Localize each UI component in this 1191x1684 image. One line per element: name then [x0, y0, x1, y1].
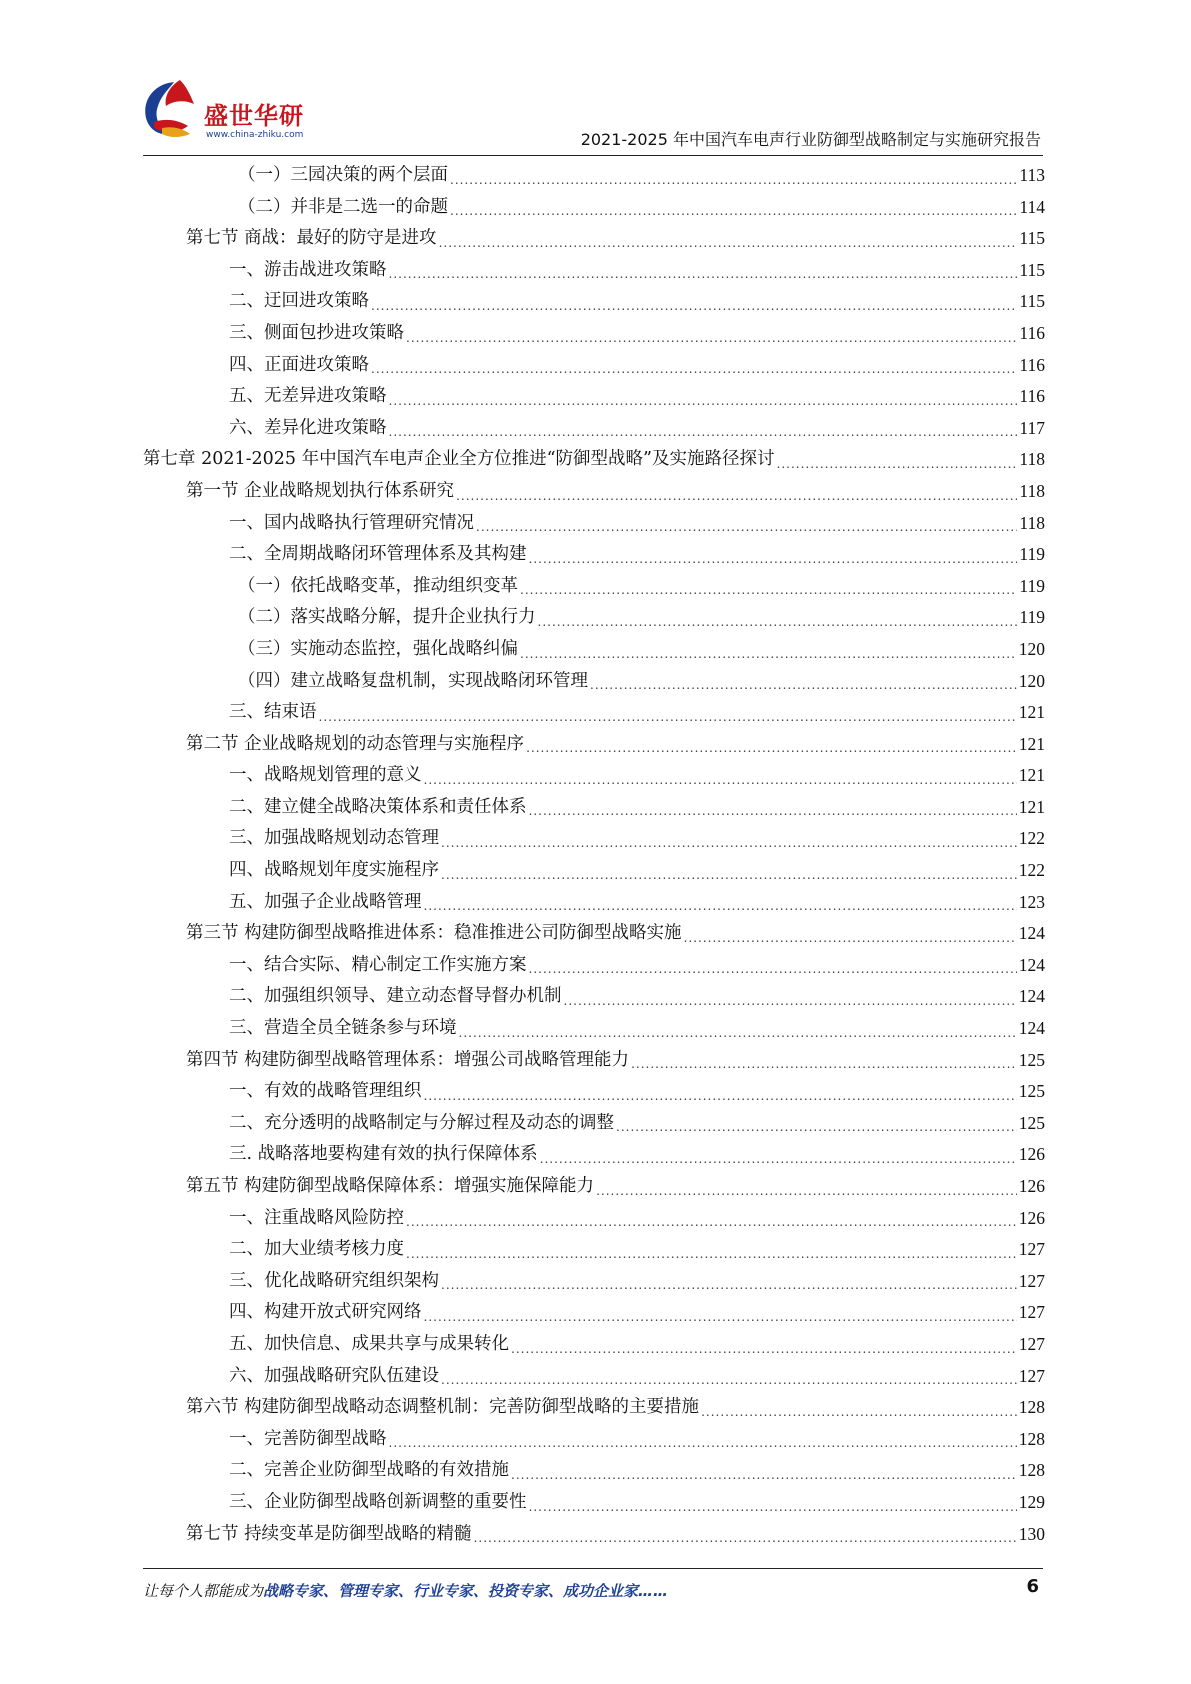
toc-dot-leader [424, 768, 1017, 792]
logo-url: www.china-zhiku.com [206, 130, 304, 140]
toc-entry-page: 118 [1019, 480, 1045, 501]
toc-entry-title: （四）建立战略复盘机制，实现战略闭环管理 [238, 670, 588, 691]
toc-entry[interactable] [143, 1076, 1045, 1108]
toc-entry-title: 第四节 构建防御型战略管理体系：增强公司战略管理能力 [186, 1049, 630, 1070]
toc-entry[interactable] [143, 508, 1045, 540]
toc-entry-title: 第七节 商战：最好的防守是进攻 [186, 228, 437, 249]
toc-entry-title: 五、加快信息、成果共享与成果转化 [229, 1333, 509, 1354]
toc-entry-title: 第七节 持续变革是防御型战略的精髓 [186, 1523, 472, 1544]
toc-entry[interactable] [143, 1329, 1045, 1361]
toc-entry-page: 122 [1018, 828, 1045, 849]
toc-dot-leader [526, 736, 1017, 760]
toc-entry-title: 一、结合实际、精心制定工作实施方案 [229, 954, 527, 975]
toc-entry-page: 120 [1018, 638, 1045, 659]
toc-entry-title: 四、构建开放式研究网络 [229, 1302, 422, 1323]
toc-entry[interactable] [143, 286, 1045, 318]
toc-entry-title: 一、游击战进攻策略 [229, 259, 387, 280]
toc-entry-title: 二、完善企业防御型战略的有效措施 [229, 1460, 509, 1481]
toc-entry-page: 123 [1018, 891, 1045, 912]
toc-entry-title: 六、差异化进攻策略 [229, 417, 387, 438]
toc-entry-title: 四、战略规划年度实施程序 [229, 860, 439, 881]
toc-entry-title: 第七章 2021-2025 年中国汽车电声企业全方位推进“防御型战略”及实施路径探讨 [143, 449, 775, 470]
report-title: 2021-2025 年中国汽车电声行业防御型战略制定与实施研究报告 [580, 130, 1041, 149]
toc-entry[interactable] [143, 1297, 1045, 1329]
toc-entry-page: 127 [1018, 1333, 1045, 1354]
toc-entry[interactable] [143, 1234, 1045, 1266]
toc-entry-page: 121 [1018, 796, 1045, 817]
footer-slogan-highlight: 战略专家、管理专家、行业专家、投资专家、成功企业家…… [263, 1582, 669, 1600]
toc-entry-page: 121 [1018, 733, 1045, 754]
toc-dot-leader [520, 642, 1017, 666]
toc-entry[interactable] [143, 413, 1045, 445]
toc-entry-title: 三、侧面包抄进攻策略 [229, 322, 404, 343]
toc-entry-page: 124 [1018, 1018, 1045, 1039]
toc-entry-page: 117 [1019, 417, 1045, 438]
toc-entry[interactable] [143, 602, 1045, 634]
toc-entry[interactable] [143, 666, 1045, 698]
toc-entry[interactable] [143, 981, 1045, 1013]
toc-entry-title: （二）并非是二选一的命题 [238, 196, 448, 217]
toc-dot-leader [424, 1305, 1017, 1329]
toc-entry-page: 127 [1018, 1270, 1045, 1291]
toc-dot-leader [701, 1400, 1017, 1424]
toc-dot-leader [529, 957, 1017, 981]
toc-entry[interactable] [143, 1487, 1045, 1519]
toc-entry-title: 四、正面进攻策略 [229, 354, 369, 375]
toc-dot-leader [389, 389, 1018, 413]
toc-dot-leader [476, 515, 1017, 539]
toc-entry-page: 124 [1018, 986, 1045, 1007]
toc-entry-page: 127 [1018, 1239, 1045, 1260]
logo-name: 盛世华研 [204, 102, 304, 130]
toc-entry-title: （一）三园决策的两个层面 [238, 165, 448, 185]
toc-entry[interactable] [143, 1171, 1045, 1203]
toc-entry-title: 第二节 企业战略规划的动态管理与实施程序 [186, 733, 525, 754]
toc-entry-page: 128 [1018, 1397, 1045, 1418]
footer-slogan [143, 1580, 668, 1601]
toc-entry-title: 第六节 构建防御型战略动态调整机制：完善防御型战略的主要措施 [186, 1397, 700, 1418]
toc-entry[interactable] [143, 1361, 1045, 1393]
toc-entry-title: 二、全周期战略闭环管理体系及其构建 [229, 544, 527, 565]
toc-entry-title: 三、加强战略规划动态管理 [229, 828, 439, 849]
toc-entry[interactable] [143, 1045, 1045, 1077]
toc-dot-leader [424, 1084, 1017, 1108]
toc-dot-leader [389, 1431, 1017, 1455]
toc-entry-page: 125 [1018, 1049, 1045, 1070]
toc-entry[interactable] [143, 1519, 1045, 1551]
toc-entry-title: 六、加强战略研究队伍建设 [229, 1365, 439, 1386]
toc-dot-leader [529, 799, 1017, 823]
logo-emblem-icon [140, 78, 204, 144]
toc-entry[interactable] [143, 571, 1045, 603]
toc-entry[interactable] [143, 381, 1045, 413]
page-number: 6 [1026, 1576, 1039, 1597]
toc-entry[interactable] [143, 1139, 1045, 1171]
toc-dot-leader [450, 168, 1017, 192]
toc-dot-leader [389, 262, 1018, 286]
toc-dot-leader [439, 231, 1018, 255]
toc-entry-page: 115 [1019, 291, 1045, 312]
toc-dot-leader [590, 673, 1017, 697]
toc-dot-leader [596, 1179, 1017, 1203]
toc-entry[interactable] [143, 697, 1045, 729]
toc-entry-page: 114 [1019, 196, 1045, 217]
toc-entry[interactable] [143, 192, 1045, 224]
toc-entry[interactable] [143, 223, 1045, 255]
toc-entry-page: 126 [1018, 1144, 1045, 1165]
toc-dot-leader [424, 894, 1017, 918]
toc-entry-title: （二）落实战略分解，提升企业执行力 [238, 607, 536, 628]
toc-dot-leader [441, 831, 1017, 855]
toc-dot-leader [520, 578, 1017, 602]
header-divider [143, 155, 1043, 156]
toc-entry-page: 116 [1019, 386, 1045, 407]
toc-dot-leader [450, 199, 1017, 223]
toc-dot-leader [529, 547, 1018, 571]
toc-entry-page: 126 [1018, 1207, 1045, 1228]
toc-dot-leader [406, 326, 1017, 350]
toc-entry-title: 第一节 企业战略规划执行体系研究 [186, 480, 455, 501]
toc-entry[interactable] [143, 1108, 1045, 1140]
toc-dot-leader [371, 294, 1017, 318]
toc-entry-page: 128 [1018, 1428, 1045, 1449]
toc-dot-leader [511, 1337, 1017, 1361]
toc-entry-title: 三、优化战略研究组织架构 [229, 1270, 439, 1291]
toc-entry-page: 119 [1019, 575, 1045, 596]
toc-entry-title: 二、充分透明的战略制定与分解过程及动态的调整 [229, 1112, 614, 1133]
toc-entry-title: 三. 战略落地要构建有效的执行保障体系 [229, 1144, 538, 1165]
toc-entry-title: 一、有效的战略管理组织 [229, 1081, 422, 1102]
toc-entry-page: 130 [1018, 1523, 1045, 1544]
toc-dot-leader [441, 863, 1017, 887]
toc-entry-page: 127 [1018, 1302, 1045, 1323]
toc-dot-leader [441, 1273, 1017, 1297]
toc-dot-leader [319, 705, 1017, 729]
toc-dot-leader [529, 1495, 1017, 1519]
toc-entry-page: 121 [1018, 702, 1045, 723]
toc-entry-title: 三、企业防御型战略创新调整的重要性 [229, 1491, 527, 1512]
toc-dot-leader [684, 926, 1017, 950]
toc-entry[interactable] [143, 1266, 1045, 1298]
toc-entry[interactable] [143, 729, 1045, 761]
toc-entry-title: 五、加强子企业战略管理 [229, 891, 422, 912]
toc-entry-title: 三、结束语 [229, 702, 317, 723]
toc-entry-title: 三、营造全员全链条参与环境 [229, 1018, 457, 1039]
toc-entry-page: 113 [1019, 165, 1045, 185]
footer-slogan-prefix: 让每个人都能成为 [143, 1582, 264, 1600]
toc-entry-page: 125 [1018, 1081, 1045, 1102]
toc-entry-title: 第五节 构建防御型战略保障体系：增强实施保障能力 [186, 1176, 595, 1196]
toc-entry[interactable] [143, 1013, 1045, 1045]
toc-entry-title: （三）实施动态监控，强化战略纠偏 [238, 638, 518, 659]
toc-entry[interactable] [143, 950, 1045, 982]
toc-dot-leader [389, 420, 1018, 444]
toc-entry-page: 119 [1019, 607, 1045, 628]
toc-entry[interactable] [143, 1203, 1045, 1235]
toc-entry[interactable] [143, 887, 1045, 919]
toc-entry-title: 第三节 构建防御型战略推进体系：稳准推进公司防御型战略实施 [186, 923, 682, 944]
toc-entry-page: 120 [1018, 670, 1045, 691]
table-of-contents [143, 160, 1045, 1550]
toc-entry-title: 一、完善防御型战略 [229, 1428, 387, 1449]
toc-dot-leader [441, 1368, 1017, 1392]
toc-entry[interactable] [143, 444, 1045, 476]
toc-entry[interactable] [143, 1424, 1045, 1456]
toc-entry-page: 118 [1019, 449, 1045, 470]
toc-entry[interactable] [143, 318, 1045, 350]
toc-entry-title: 五、无差异进攻策略 [229, 386, 387, 407]
toc-entry-page: 116 [1019, 354, 1045, 375]
toc-entry[interactable] [143, 823, 1045, 855]
toc-entry-page: 122 [1018, 860, 1045, 881]
toc-entry-page: 129 [1018, 1491, 1045, 1512]
toc-entry-page: 119 [1019, 544, 1045, 565]
toc-dot-leader [474, 1526, 1017, 1550]
toc-entry-title: 一、注重战略风险防控 [229, 1207, 404, 1228]
toc-entry-title: 二、迂回进攻策略 [229, 291, 369, 312]
toc-dot-leader [540, 1147, 1017, 1171]
toc-entry[interactable] [143, 1455, 1045, 1487]
toc-dot-leader [406, 1210, 1017, 1234]
toc-entry[interactable] [143, 1392, 1045, 1424]
toc-entry-title: 一、国内战略执行管理研究情况 [229, 512, 474, 533]
toc-entry-page: 116 [1019, 322, 1045, 343]
toc-entry[interactable] [143, 918, 1045, 950]
toc-entry-title: 二、加大业绩考核力度 [229, 1239, 404, 1260]
toc-entry-page: 125 [1018, 1112, 1045, 1133]
toc-dot-leader [564, 989, 1017, 1013]
toc-entry[interactable] [143, 476, 1045, 508]
toc-dot-leader [511, 1463, 1017, 1487]
toc-dot-leader [456, 484, 1017, 508]
toc-entry-page: 128 [1018, 1460, 1045, 1481]
company-logo [140, 78, 340, 148]
toc-entry-page: 127 [1018, 1365, 1045, 1386]
footer-divider [143, 1568, 1043, 1569]
toc-entry-title: （一）依托战略变革，推动组织变革 [238, 575, 518, 596]
toc-dot-leader [616, 1115, 1017, 1139]
toc-dot-leader [371, 357, 1017, 381]
toc-entry[interactable] [143, 634, 1045, 666]
toc-entry[interactable] [143, 760, 1045, 792]
toc-dot-leader [777, 452, 1018, 476]
toc-entry-page: 118 [1019, 512, 1045, 533]
toc-entry-page: 124 [1018, 923, 1045, 944]
toc-entry-title: 二、建立健全战略决策体系和责任体系 [229, 796, 527, 817]
toc-dot-leader [538, 610, 1018, 634]
toc-entry[interactable] [143, 160, 1045, 192]
toc-entry[interactable] [143, 539, 1045, 571]
toc-entry-page: 126 [1018, 1176, 1045, 1196]
toc-entry-title: 一、战略规划管理的意义 [229, 765, 422, 786]
toc-entry-title: 二、加强组织领导、建立动态督导督办机制 [229, 986, 562, 1007]
toc-entry-page: 121 [1018, 765, 1045, 786]
toc-entry-page: 115 [1019, 259, 1045, 280]
toc-entry[interactable] [143, 855, 1045, 887]
toc-dot-leader [406, 1242, 1017, 1266]
toc-entry[interactable] [143, 255, 1045, 287]
toc-dot-leader [459, 1021, 1017, 1045]
toc-entry[interactable] [143, 792, 1045, 824]
toc-entry[interactable] [143, 350, 1045, 382]
toc-dot-leader [631, 1052, 1017, 1076]
toc-entry-page: 124 [1018, 954, 1045, 975]
toc-entry-page: 115 [1019, 228, 1045, 249]
